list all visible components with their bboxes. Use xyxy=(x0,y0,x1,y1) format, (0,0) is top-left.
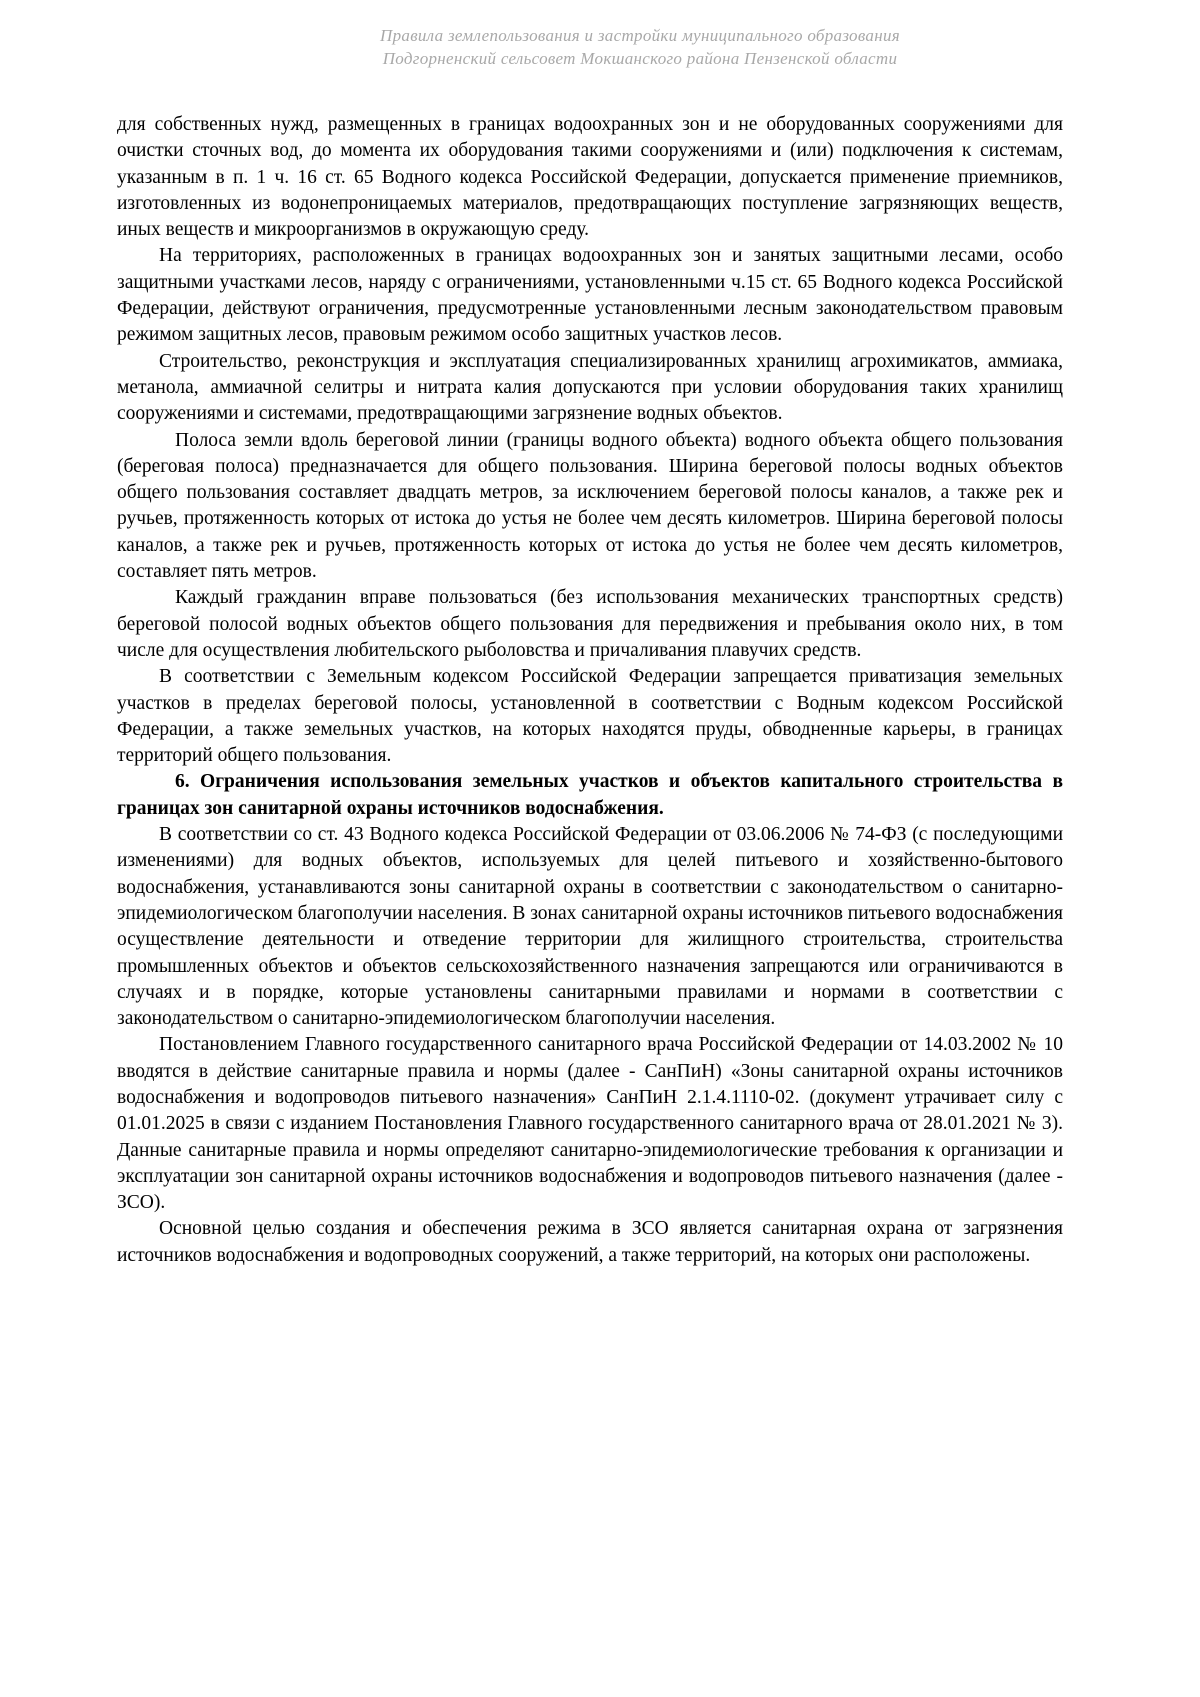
section-heading-6: 6. Ограничения использования земельных участков и объектов капитального строительства в границах зон санитарной охраны источников водоснабжения. xyxy=(117,771,1063,819)
header-line-2: Подгорненский сельсовет Мокшанского района Пензенской области xyxy=(382,49,898,68)
header-line-1: Правила землепользования и застройки муниципального образования xyxy=(380,26,900,45)
paragraph-2: На территориях, расположенных в границах водоохранных зон и занятых защитными лесами, особо защитными участками лесов, наряду с ограничениями, установленными ч.15 ст. 65 Водного кодекса Российской Федерации, действуют ограничения, предусмотренные установленными лесным законодательством правовым режимом защитных лесов, правовым режимом особо защитных участков лесов. xyxy=(117,245,1063,346)
page-header xyxy=(0,24,1200,70)
paragraph-8: Постановлением Главного государственного санитарного врача Российской Федерации от 14.03.2002 № 10 вводятся в действие санитарные правила и нормы (далее - СанПиН) «Зоны санитарной охраны источников водоснабжения и водопроводов питьевого назначения» СанПиН 2.1.4.1110-02. (документ утрачивает силу с 01.01.2025 в связи с изданием Постановления Главного государственного санитарного врача от 28.01.2021 № 3). Данные санитарные правила и нормы определяют санитарно-эпидемиологические требования к организации и эксплуатации зон санитарной охраны источников водоснабжения и водопроводов питьевого назначения (далее - ЗСО). xyxy=(117,1034,1063,1214)
document-body xyxy=(117,112,1063,1269)
paragraph-5: Каждый гражданин вправе пользоваться (без использования механических транспортных средств) береговой полосой водных объектов общего пользования для передвижения и пребывания около них, в том числе для осуществления любительского рыболовства и причаливания плавучих средств. xyxy=(117,587,1063,661)
paragraph-6: В соответствии с Земельным кодексом Российской Федерации запрещается приватизация земельных участков в пределах береговой полосы, установленной в соответствии с Водным кодексом Российской Федерации, а также земельных участков, на которых находятся пруды, обводненные карьеры, в границах территорий общего пользования. xyxy=(117,666,1063,767)
paragraph-4: Полоса земли вдоль береговой линии (границы водного объекта) водного объекта общего пользования (береговая полоса) предназначается для общего пользования. Ширина береговой полосы водных объектов общего пользования составляет двадцать метров, за исключением береговой полосы каналов, а также рек и ручьев, протяженность которых от истока до устья не более чем десять километров. Ширина береговой полосы каналов, а также рек и ручьев, протяженность которых от истока до устья не более чем десять километров, составляет пять метров. xyxy=(117,429,1063,583)
paragraph-9: Основной целью создания и обеспечения режима в ЗСО является санитарная охрана от загрязнения источников водоснабжения и водопроводных сооружений, а также территорий, на которых они расположены. xyxy=(117,1218,1063,1266)
paragraph-3: Строительство, реконструкция и эксплуатация специализированных хранилищ агрохимикатов, аммиака, метанола, аммиачной селитры и нитрата калия допускаются при условии оборудования таких хранилищ сооружениями и системами, предотвращающими загрязнение водных объектов. xyxy=(117,350,1063,425)
paragraph-1: для собственных нужд, размещенных в границах водоохранных зон и не оборудованных сооружениями для очистки сточных вод, до момента их оборудования такими сооружениями и (или) подключения к системам, указанным в п. 1 ч. 16 ст. 65 Водного кодекса Российской Федерации, допускается применение приемников, изготовленных из водонепроницаемых материалов, предотвращающих поступление загрязняющих веществ, иных веществ и микроорганизмов в окружающую среду. xyxy=(117,114,1063,241)
paragraph-7: В соответствии со ст. 43 Водного кодекса Российской Федерации от 03.06.2006 № 74-ФЗ (с последующими изменениями) для водных объектов, используемых для целей питьевого и хозяйственно-бытового водоснабжения, устанавливаются зоны санитарной охраны в соответствии с законодательством о санитарно-эпидемиологическом благополучии населения. В зонах санитарной охраны источников питьевого водоснабжения осуществление деятельности и отведение территории для жилищного строительства, строительства промышленных объектов и объектов сельскохозяйственного назначения запрещаются или ограничиваются в случаях и в порядке, которые установлены санитарными правилами и нормами в соответствии с законодательством о санитарно-эпидемиологическом благополучии населения. xyxy=(117,824,1063,1030)
